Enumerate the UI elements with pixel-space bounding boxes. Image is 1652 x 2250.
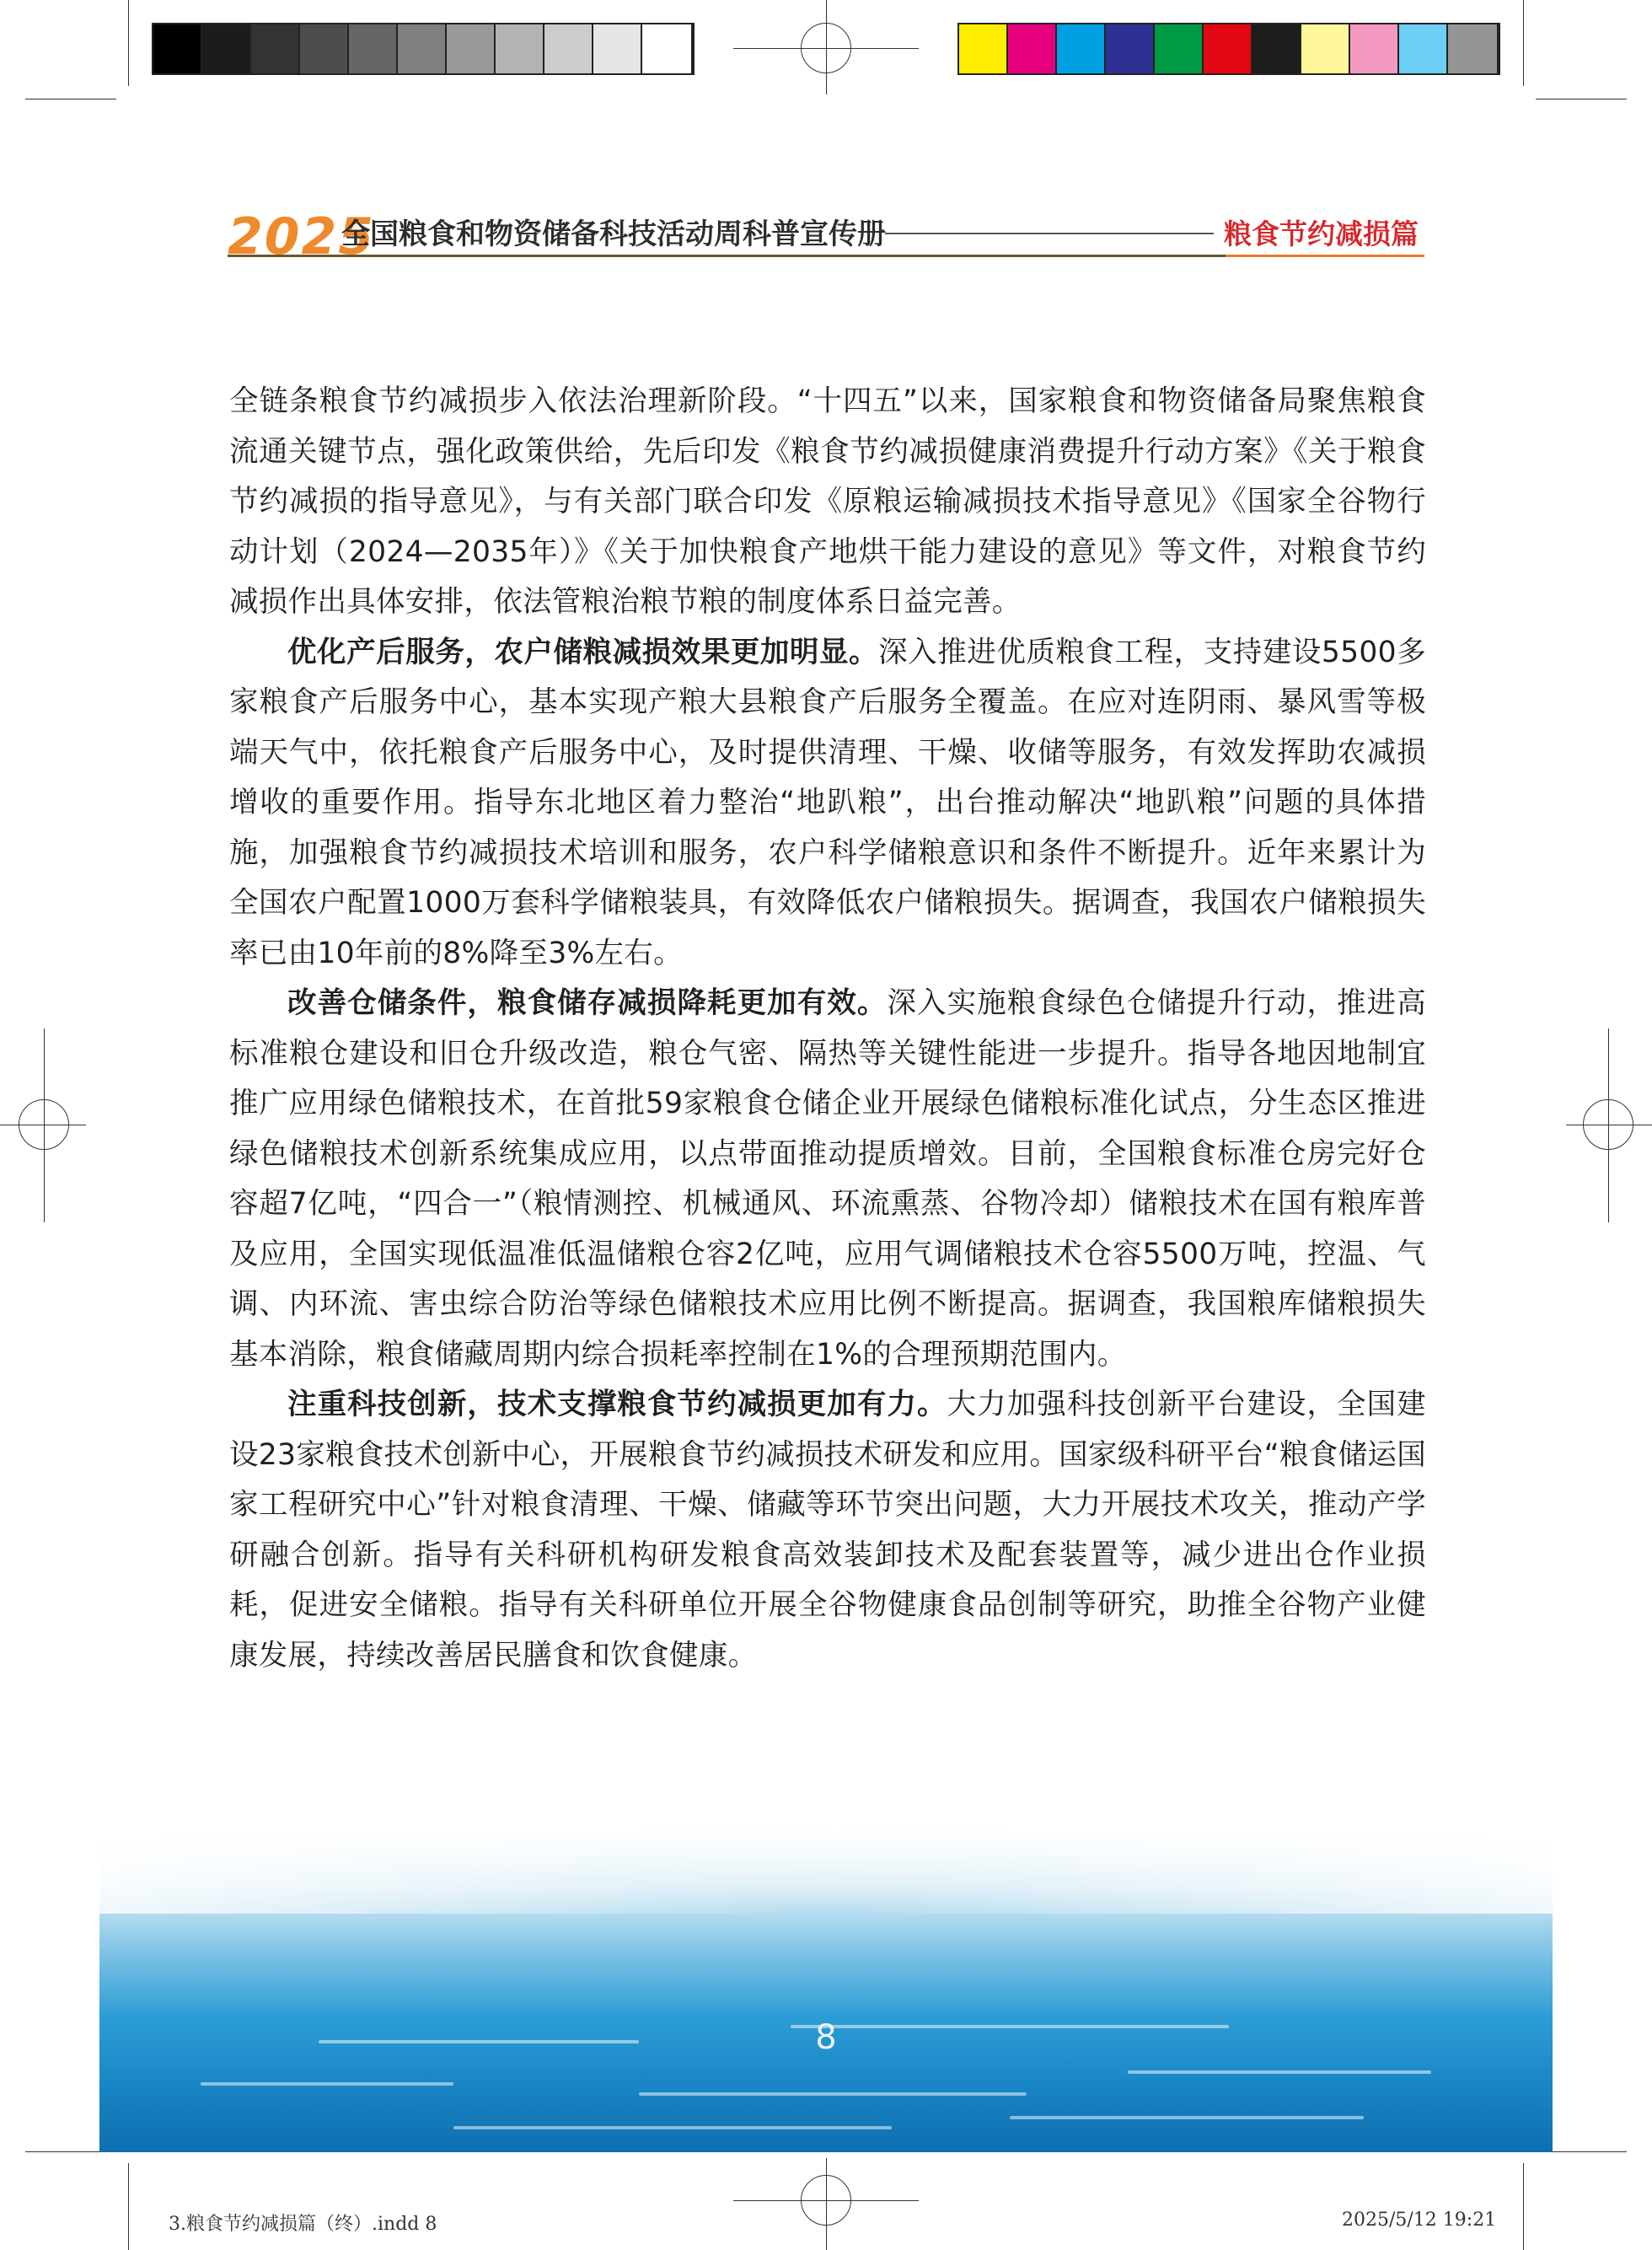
color-swatch	[1155, 24, 1204, 73]
paragraph-lead: 优化产后服务，农户储粮减损效果更加明显。	[287, 635, 879, 669]
article-body	[229, 377, 1426, 1681]
gray-swatch	[202, 24, 251, 73]
color-swatch	[1204, 24, 1252, 73]
header-divider	[885, 233, 1214, 234]
header-section-title: 粮食节约减损篇	[1224, 217, 1419, 250]
header-rule-accent	[1226, 255, 1424, 257]
color-swatch	[959, 24, 1008, 73]
grayscale-color-bar	[152, 23, 695, 75]
file-slug: 3.粮食节约减损篇（终）.indd 8	[169, 2214, 437, 2235]
paragraph: 改善仓储条件，粮食储存减损降耗更加有效。深入实施粮食绿色仓储提升行动，推进高标准粮仓建设和旧仓升级改造，粮仓气密、隔热等关键性能进一步提升。指导各地因地制宜推广应用绿色储粮技术，在首批59家粮食仓储企业开展绿色储粮标准化试点，分生态区推进绿色储粮技术创新系统集成应用，以点带面推动提质增效。目前，全国粮食标准仓房完好仓容超7亿吨，“四合一”（粮情测控、机械通风、环流熏蒸、谷物冷却）储粮技术在国有粮库普及应用，全国实现低温准低温储粮仓容2亿吨，应用气调储粮技术仓容5500万吨，控温、气调、内环流、害虫综合防治等绿色储粮技术应用比例不断提高。据调查，我国粮库储粮损失基本消除，粮食储藏周期内综合损耗率控制在1%的合理预期范围内。	[229, 986, 1427, 1372]
color-swatch	[1106, 24, 1155, 73]
color-swatch	[1252, 24, 1301, 73]
date-slug: 2025/5/12 19:21	[1342, 2210, 1497, 2231]
header-rule	[228, 255, 1226, 257]
paragraph-lead: 注重科技创新，技术支撑粮食节约减损更加有力。	[287, 1388, 947, 1421]
gray-swatch	[544, 24, 593, 73]
gray-swatch	[349, 24, 398, 73]
footer-water-background	[99, 1829, 1553, 2152]
color-swatch	[1057, 24, 1106, 73]
gray-swatch	[251, 24, 300, 73]
color-swatch	[1448, 24, 1497, 73]
process-color-bar	[957, 23, 1500, 75]
gray-swatch	[496, 24, 544, 73]
color-swatch	[1008, 24, 1057, 73]
paragraph-lead: 改善仓储条件，粮食储存减损降耗更加有效。	[287, 986, 888, 1020]
gray-swatch	[593, 24, 642, 73]
gray-swatch	[153, 24, 202, 73]
gray-swatch	[447, 24, 496, 73]
header-year: 2025	[228, 207, 375, 266]
color-swatch	[1399, 24, 1448, 73]
gray-swatch	[300, 24, 349, 73]
paragraph: 全链条粮食节约减损步入依法治理新阶段。“十四五”以来，国家粮食和物资储备局聚焦粮食流通关键节点，强化政策供给，先后印发《粮食节约减损健康消费提升行动方案》《关于粮食节约减损的指导意见》，与有关部门联合印发《原粮运输减损技术指导意见》《国家全谷物行动计划（2024—2035年）》《关于加快粮食产地烘干能力建设的意见》等文件，对粮食节约减损作出具体安排，依法管粮治粮节粮的制度体系日益完善。	[229, 384, 1426, 619]
header-title: 全国粮食和物资储备科技活动周科普宣传册	[341, 217, 886, 251]
paragraph: 优化产后服务，农户储粮减损效果更加明显。深入推进优质粮食工程，支持建设5500多家粮食产后服务中心，基本实现产粮大县粮食产后服务全覆盖。在应对连阴雨、暴风雪等极端天气中，依托粮食产后服务中心，及时提供清理、干燥、收储等服务，有效发挥助农减损增收的重要作用。指导东北地区着力整治“地趴粮”，出台推动解决“地趴粮”问题的具体措施，加强粮食节约减损技术培训和服务，农户科学储粮意识和条件不断提升。近年来累计为全国农户配置1000万套科学储粮装具，有效降低农户储粮损失。据调查，我国农户储粮损失率已由10年前的8%降至3%左右。	[229, 635, 1426, 970]
color-swatch	[1350, 24, 1399, 73]
page-number: 8	[815, 2018, 837, 2057]
color-swatch	[1301, 24, 1350, 73]
gray-swatch	[642, 24, 691, 73]
gray-swatch	[398, 24, 447, 73]
paragraph: 注重科技创新，技术支撑粮食节约减损更加有力。大力加强科技创新平台建设，全国建设23家粮食技术创新中心，开展粮食节约减损技术研发和应用。国家级科研平台“粮食储运国家工程研究中心”针对粮食清理、干燥、储藏等环节突出问题，大力开展技术攻关，推动产学研融合创新。指导有关科研机构研发粮食高效装卸技术及配套装置等，减少进出仓作业损耗，促进安全储粮。指导有关科研单位开展全谷物健康食品创制等研究，助推全谷物产业健康发展，持续改善居民膳食和饮食健康。	[229, 1388, 1426, 1673]
